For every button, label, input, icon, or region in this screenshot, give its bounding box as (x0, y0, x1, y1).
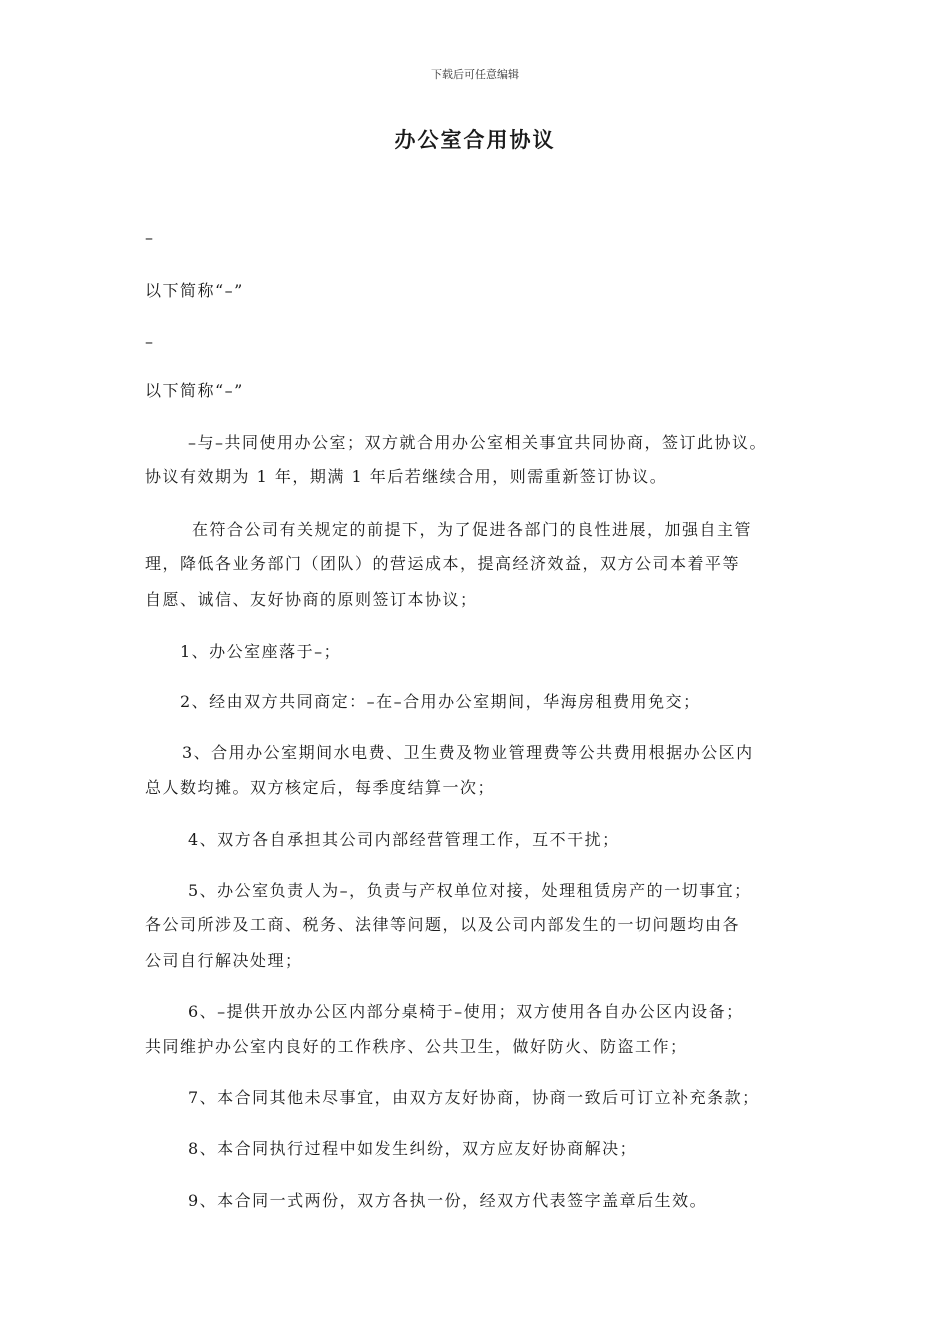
preamble-line: 理，降低各业务部门（团队）的营运成本，提高经济效益，双方公司本着平等 (145, 554, 741, 573)
clause-8: 8、本合同执行过程中如发生纠纷，双方应友好协商解决； (188, 1139, 638, 1158)
clause-7: 7、本合同其他未尽事宜，由双方友好协商，协商一致后可订立补充条款； (188, 1088, 760, 1107)
clause-4: 4、双方各自承担其公司内部经营管理工作，互不干扰； (188, 830, 620, 849)
clause-3-cont: 总人数均摊。双方核定后，每季度结算一次； (145, 778, 496, 797)
clause-6: 6、–提供开放办公区内部分桌椅于–使用；双方使用各自办公区内设备； (188, 1002, 744, 1021)
preamble-line: 在符合公司有关规定的前提下，为了促进各部门的良性进展，加强自主管 (192, 520, 753, 539)
clause-3: 3、合用办公室期间水电费、卫生费及物业管理费等公共费用根据办公区内 (182, 743, 754, 762)
clause-5: 5、办公室负责人为–，负责与产权单位对接，处理租赁房产的一切事宜； (188, 881, 752, 900)
clause-1: 1、办公室座落于–； (180, 642, 342, 661)
intro-line: –与–共同使用办公室；双方就合用办公室相关事宜共同协商，签订此协议。 (188, 433, 768, 452)
page-header-note: 下载后可任意编辑 (431, 68, 519, 81)
clause-2: 2、经由双方共同商定：–在–合用办公室期间，华海房租费用免交； (180, 692, 701, 711)
intro-line: 协议有效期为 1 年，期满 1 年后若继续合用，则需重新签订协议。 (145, 467, 668, 486)
document-title: 办公室合用协议 (394, 128, 556, 152)
clause-5-cont: 公司自行解决处理； (145, 951, 303, 970)
clause-6-cont: 共同维护办公室内良好的工作秩序、公共卫生，做好防火、防盗工作； (145, 1037, 688, 1056)
preamble-line: 自愿、诚信、友好协商的原则签订本协议； (145, 590, 478, 609)
clause-9: 9、本合同一式两份，双方各执一份，经双方代表签字盖章后生效。 (188, 1191, 708, 1210)
clause-5-cont: 各公司所涉及工商、税务、法律等问题，以及公司内部发生的一切问题均由各 (145, 915, 741, 934)
party-b-name: – (145, 332, 155, 351)
party-a-alias: 以下简称“–” (145, 281, 244, 300)
party-b-alias: 以下简称“–” (145, 381, 244, 400)
party-a-name: – (145, 228, 155, 247)
